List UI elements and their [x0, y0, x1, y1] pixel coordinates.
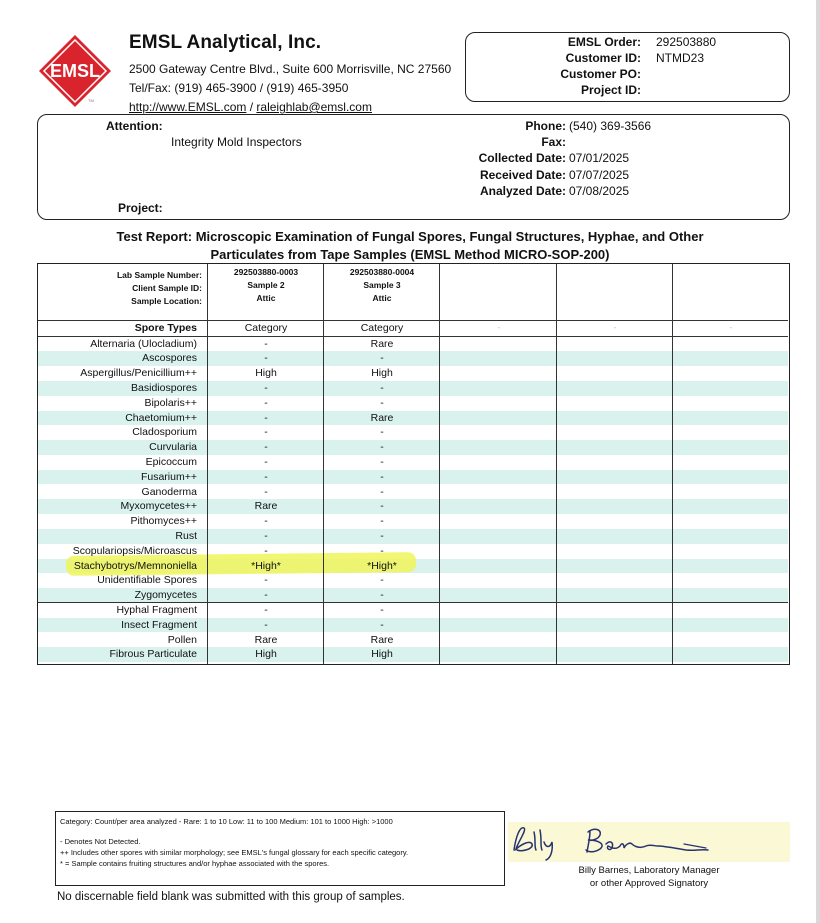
sample-1-category-value: - — [264, 485, 268, 498]
spore-type-name: Alternaria (Ulocladium) — [90, 337, 197, 350]
sample-1-category-value: - — [264, 455, 268, 468]
analyzed-date-value: 07/08/2025 — [569, 184, 630, 198]
page-edge — [816, 0, 820, 923]
project-label: Project: — [118, 201, 163, 215]
project-id-row — [466, 83, 786, 99]
sample-2-category-value: - — [380, 455, 384, 468]
spore-type-name: Myxomycetes++ — [120, 500, 197, 513]
spore-type-name: Unidentifiable Spores — [97, 574, 197, 587]
spore-type-name: Cladosporium — [132, 426, 197, 439]
phone-value: (540) 369-3566 — [569, 119, 652, 133]
sample-2-category-value: - — [380, 470, 384, 483]
section-divider — [38, 602, 788, 603]
spore-type-name: Fusarium++ — [140, 470, 197, 483]
spore-type-name: Zygomycetes — [134, 589, 197, 602]
logo-text: EMSL — [49, 61, 101, 81]
lab-sample-number-label: Lab Sample Number: — [116, 270, 202, 280]
col-divider-5 — [672, 264, 673, 664]
sample-1-category-value: - — [264, 574, 268, 587]
customer-id-row — [466, 51, 786, 67]
sample-2-category-value: - — [380, 529, 384, 542]
sample-1-category-value: *High* — [251, 559, 281, 572]
sample-1-category-value: - — [264, 470, 268, 483]
spore-type-name: Bipolaris++ — [144, 396, 197, 409]
sample-2-category-header: Category — [360, 322, 404, 334]
sample-2-category-value: - — [380, 603, 384, 616]
sample-2-category-value: Rare — [370, 411, 394, 424]
signatory-block — [508, 864, 790, 890]
col-divider-1 — [207, 264, 208, 664]
report-title-line1: Test Report: Microscopic Examination of Fungal Spores, Fungal Structures, Hyphae, and Other — [116, 229, 704, 244]
sample-1-category-value: - — [264, 337, 268, 350]
company-block — [129, 32, 474, 117]
empty-col-4-header: - — [613, 323, 617, 332]
website-link[interactable]: http://www.EMSL.com — [129, 100, 247, 114]
sample-1-category-value: - — [264, 589, 268, 602]
logo-trademark: TM — [88, 98, 94, 103]
report-title-line2: Particulates from Tape Samples (EMSL Method MICRO-SOP-200) — [210, 247, 610, 262]
spore-type-name: Pollen — [167, 633, 197, 646]
sample-1-category-value: - — [264, 381, 268, 394]
spore-type-name: Epicoccum — [145, 455, 197, 468]
signatory-name: Billy Barnes, Laboratory Manager — [578, 865, 720, 876]
sample-1-category-value: - — [264, 426, 268, 439]
sample-2-category-value: Rare — [370, 633, 394, 646]
sample-2-category-value: - — [380, 500, 384, 513]
sample-2-category-value: - — [380, 396, 384, 409]
customer-id-label: Customer ID: — [565, 51, 641, 65]
sample-1-category-value: - — [264, 441, 268, 454]
collected-date-value: 07/01/2025 — [569, 151, 630, 165]
sample-2-category-value: - — [380, 544, 384, 557]
sample-1-client-id: Sample 2 — [247, 280, 285, 290]
col-divider-3 — [439, 264, 440, 664]
sample-2-category-value: *High* — [367, 559, 397, 572]
sample-2-category-value: - — [380, 589, 384, 602]
spore-type-name: Basidiospores — [131, 381, 197, 394]
sample-1-lab-number: 292503880-0003 — [233, 267, 299, 277]
company-phone: Tel/Fax: (919) 465-3900 / (919) 465-3950 — [129, 81, 349, 95]
spore-type-name: Stachybotrys/Memnoniella — [73, 559, 197, 572]
spore-type-name: Insect Fragment — [121, 618, 197, 631]
spore-type-name: Pithomyces++ — [130, 515, 197, 528]
sample-2-category-value: - — [380, 574, 384, 587]
sample-location-label: Sample Location: — [131, 296, 202, 306]
spore-type-name: Fibrous Particulate — [109, 648, 197, 661]
sample-1-category-value: Rare — [254, 500, 278, 513]
sample-2-category-value: - — [380, 485, 384, 498]
sample-1-category-value: - — [264, 396, 268, 409]
received-date-value: 07/07/2025 — [569, 168, 630, 182]
phone-label: Phone: — [525, 119, 566, 133]
empty-col-3-header: - — [497, 323, 501, 332]
link-separator: / — [249, 100, 254, 114]
sample-1-category-value: - — [264, 603, 268, 616]
order-number-row — [466, 35, 786, 51]
attention-value: Integrity Mold Inspectors — [171, 135, 302, 149]
sample-2-category-value: - — [380, 515, 384, 528]
field-blank-note: No discernable field blank was submitted with this group of samples. — [57, 891, 405, 903]
legend-star-note: * = Sample contains fruiting structures and/or hyphae associated with the spores. — [60, 859, 330, 868]
legend-category-line: Category: Count/per area analyzed - Rare: 1 to 10 Low: 11 to 100 Medium: 101 to 1000 High: >1000 — [60, 817, 393, 826]
signature-area — [508, 822, 790, 862]
empty-col-5-header: - — [729, 323, 733, 332]
sample-2-lab-number: 292503880-0004 — [349, 267, 415, 277]
spore-types-header: Spore Types — [134, 322, 197, 334]
sample-2-category-value: - — [380, 441, 384, 454]
sample-1-category-value: - — [264, 618, 268, 631]
spore-type-name: Hyphal Fragment — [116, 603, 197, 616]
sample-1-category-value: Rare — [254, 633, 278, 646]
order-number-label: EMSL Order: — [567, 35, 641, 49]
sample-2-category-value: High — [371, 648, 393, 661]
sample-2-category-value: - — [380, 618, 384, 631]
analyzed-date-label: Analyzed Date: — [479, 184, 566, 198]
sample-1-category-value: - — [264, 411, 268, 424]
sample-2-client-id: Sample 3 — [363, 280, 401, 290]
sample-1-location: Attic — [256, 293, 276, 303]
company-address: 2500 Gateway Centre Blvd., Suite 600 Morrisville, NC 27560 — [129, 62, 452, 76]
collected-date-label: Collected Date: — [478, 151, 566, 165]
customer-po-row — [466, 67, 786, 83]
client-info-box — [37, 114, 790, 220]
sample-2-location: Attic — [372, 293, 392, 303]
sample-1-category-value: - — [264, 529, 268, 542]
fax-label: Fax: — [541, 135, 566, 149]
sample-1-category-header: Category — [244, 322, 288, 334]
spore-type-name: Rust — [175, 529, 197, 542]
sample-1-category-value: High — [255, 648, 277, 661]
attention-label: Attention: — [106, 119, 163, 133]
order-info-box — [465, 32, 790, 102]
order-number-value: 292503880 — [656, 35, 717, 49]
sample-1-category-value: - — [264, 515, 268, 528]
sample-1-category-value: High — [255, 367, 277, 380]
legend-plus-note: ++ Includes other spores with similar morphology; see EMSL's fungal glossary for each specific category. — [60, 848, 409, 857]
spore-type-name: Chaetomium++ — [125, 411, 197, 424]
sample-2-category-value: Rare — [370, 337, 394, 350]
email-link[interactable]: raleighlab@emsl.com — [256, 100, 372, 114]
spore-type-name: Aspergillus/Penicillium++ — [80, 367, 197, 380]
client-sample-id-label: Client Sample ID: — [132, 283, 202, 293]
sample-1-category-value: - — [264, 544, 268, 557]
col-divider-2 — [323, 264, 324, 664]
sample-2-category-value: - — [380, 426, 384, 439]
spore-type-name: Ganoderma — [141, 485, 197, 498]
project-id-label: Project ID: — [580, 83, 641, 97]
emsl-logo — [38, 34, 112, 108]
spore-type-name: Scopulariopsis/Microascus — [72, 544, 197, 557]
sample-2-category-value: - — [380, 352, 384, 365]
sample-2-category-value: High — [371, 367, 393, 380]
report-title — [80, 228, 740, 264]
spore-type-name: Curvularia — [149, 441, 197, 454]
sample-2-category-value: - — [380, 381, 384, 394]
results-table — [37, 263, 790, 665]
sample-1-category-value: - — [264, 352, 268, 365]
col-divider-4 — [556, 264, 557, 664]
customer-id-value: NTMD23 — [656, 51, 705, 65]
signature — [508, 822, 790, 862]
legend-not-detected: - Denotes Not Detected. — [60, 837, 141, 846]
company-name: EMSL Analytical, Inc. — [129, 32, 322, 53]
signatory-role: or other Approved Signatory — [589, 878, 709, 889]
customer-po-label: Customer PO: — [560, 67, 641, 81]
legend-box — [55, 811, 505, 886]
spore-type-name: Ascospores — [142, 352, 197, 365]
received-date-label: Received Date: — [479, 168, 566, 182]
